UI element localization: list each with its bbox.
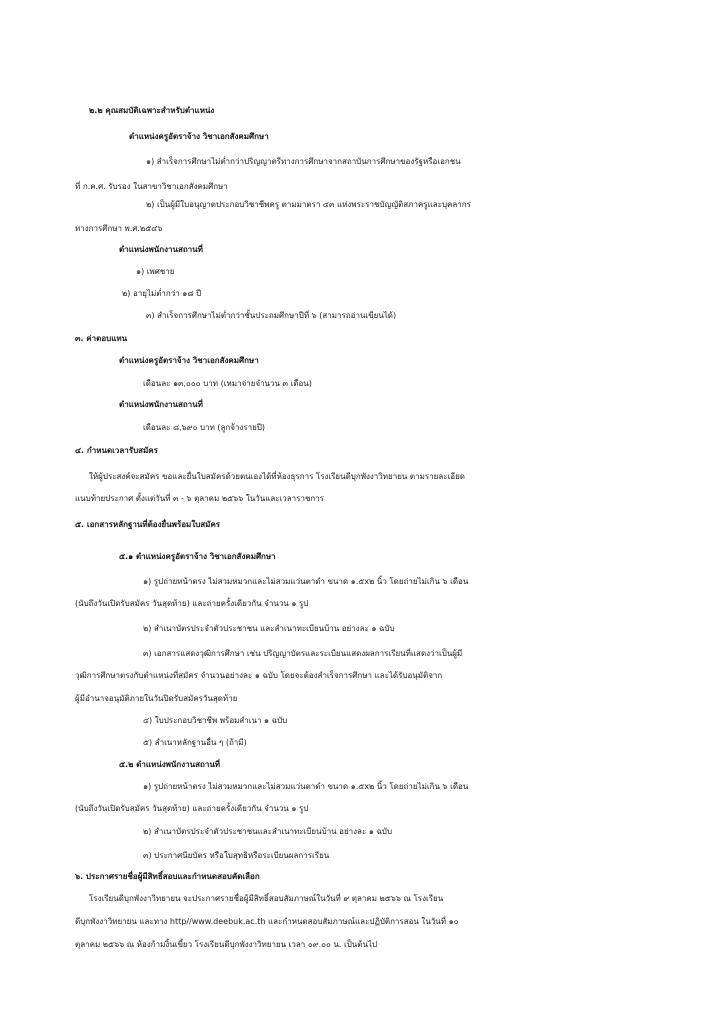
staff-pay-title: ตำแหน่งพนักงานสถานที่	[119, 400, 203, 409]
section-2-2-heading: ๒.๒ คุณสมบัติเฉพาะสำหรับตำแหน่ง	[89, 106, 215, 115]
teacher-qualification-item-cont: ที่ ก.ค.ศ. รับรอง ในสาขาวิชาเอกสังคมศึกษา	[75, 182, 228, 191]
document-item: ๒) สำเนาบัตรประจำตัวประชาชนและสำเนาทะเบียนบ้าน อย่างละ ๑ ฉบับ	[143, 827, 393, 836]
document-item: ๓) ประกาศนียบัตร หรือใบสุทธิหรือระเบียนผลการเรียน	[143, 851, 330, 860]
application-period-text-cont: แนบท้ายประกาศ ตั้งแต่วันที่ ๓ - ๖ ตุลาคม ๒๕๖๖ ในวันและเวลาราชการ	[75, 494, 325, 503]
teacher-qualification-item-cont: ทางการศึกษา พ.ศ.๒๕๔๖	[75, 224, 163, 233]
teacher-pay: เดือนละ ๑๓,๐๐๐ บาท (เหมาจ่ายจำนวน ๓ เดือน)	[143, 379, 312, 388]
section-6-heading: ๖. ประกาศรายชื่อผู้มีสิทธิ์สอบและกำหนดสอบคัดเลือก	[75, 872, 260, 881]
document-item-cont: วุฒิการศึกษาตรงกับตำแหน่งที่สมัคร จำนวนอย่างละ ๑ ฉบับ โดยจะต้องสำเร็จการศึกษา และได้รับอนุมัติจาก	[75, 671, 443, 680]
document-item-cont: (นับถึงวันเปิดรับสมัคร วันสุดท้าย) และถ่ายครั้งเดียวกัน จำนวน ๑ รูป	[75, 804, 309, 813]
staff-qualification-item: ๑) เพศชาย	[136, 267, 175, 276]
section-5-heading: ๕. เอกสารหลักฐานที่ต้องยื่นพร้อมใบสมัคร	[75, 520, 221, 529]
document-item: ๕) สำเนาหลักฐานอื่น ๆ (ถ้ามี)	[143, 738, 247, 747]
teacher-qualification-title: ตำแหน่งครูอัตราจ้าง วิชาเอกสังคมศึกษา	[129, 132, 269, 141]
section-4-heading: ๔. กำหนดเวลารับสมัคร	[75, 446, 158, 455]
document-item: ๓) เอกสารแสดงวุฒิการศึกษา เช่น ปริญญาบัตรและระเบียนแสดงผลการเรียนที่แสดงว่าเป็นผู้มี	[143, 649, 463, 658]
section-5-1-title: ๕.๑ ตำแหน่งครูอัตราจ้าง วิชาเอกสังคมศึกษา	[119, 552, 276, 561]
teacher-pay-title: ตำแหน่งครูอัตราจ้าง วิชาเอกสังคมศึกษา	[119, 356, 259, 365]
staff-qualification-item: ๓) สำเร็จการศึกษาไม่ต่ำกว่าชั้นประถมศึกษาปีที่ ๖ (สามารถอ่านเขียนได้)	[146, 311, 397, 320]
teacher-qualification-item: ๒) เป็นผู้มีใบอนุญาตประกอบวิชาชีพครู ตามมาตรา ๔๓ แห่งพระราชบัญญัติสภาครูและบุคลากร	[146, 200, 471, 209]
teacher-qualification-item: ๑) สำเร็จการศึกษาไม่ต่ำกว่าปริญญาตรีทางการศึกษาจากสถาบันการศึกษาของรัฐหรือเอกชน	[146, 157, 461, 166]
announcement-text: โรงเรียนดีบุกพังงาวิทยายน จะประกาศรายชื่อผู้มีสิทธิ์สอบสัมภาษณ์ในวันที่ ๙ ตุลาคม ๒๕๖๖ ณ โรงเรียน	[89, 894, 444, 903]
announcement-text-cont: ดีบุกพังงาวิทยายน และทาง http//www.deebuk.ac.th และกำหนดสอบสัมภาษณ์และปฏิบัติการสอน ในวันที่ ๑๐	[75, 917, 459, 926]
staff-pay: เดือนละ ๘,๖๙๐ บาท (ลูกจ้างรายปี)	[143, 423, 266, 432]
section-5-2-title: ๕.๒ ตำแหน่งพนักงานสถานที่	[119, 760, 221, 769]
staff-qualification-item: ๒) อายุไม่ต่ำกว่า ๑๘ ปี	[122, 289, 202, 298]
staff-qualification-title: ตำแหน่งพนักงานสถานที่	[119, 245, 203, 254]
document-item: ๑) รูปถ่ายหน้าตรง ไม่สวมหมวกและไม่สวมแว่นตาดำ ขนาด ๑.๕x๒ นิ้ว โดยถ่ายไม่เกิน ๖ เดือน	[143, 782, 469, 791]
document-item-cont: ผู้มีอำนาจอนุมัติภายในวันปิดรับสมัครวันสุดท้าย	[75, 694, 238, 703]
application-period-text: ให้ผู้ประสงค์จะสมัคร ขอและยื่นใบสมัครด้วยตนเองได้ที่ห้องธุรการ โรงเรียนดีบุกพังงาวิทยายน ตามรายละเอียด	[89, 472, 465, 481]
announcement-text-cont: ตุลาคม ๒๕๖๖ ณ ห้องก้ามงิ้นเขี้ยว โรงเรียนดีบุกพังงาวิทยายน เวลา ๐๙.๐๐ น. เป็นต้นไป	[75, 940, 378, 949]
document-item: ๑) รูปถ่ายหน้าตรง ไม่สวมหมวกและไม่สวมแว่นตาดำ ขนาด ๑.๕x๒ นิ้ว โดยถ่ายไม่เกิน ๖ เดือน	[143, 577, 469, 586]
section-3-heading: ๓. ค่าตอบแทน	[75, 334, 128, 343]
document-item: ๔) ใบประกอบวิชาชีพ พร้อมสำเนา ๑ ฉบับ	[143, 716, 288, 725]
document-item-cont: (นับถึงวันเปิดรับสมัคร วันสุดท้าย) และถ่ายครั้งเดียวกัน จำนวน ๑ รูป	[75, 599, 309, 608]
document-item: ๒) สำเนาบัตรประจำตัวประชาชน และสำเนาทะเบียนบ้าน อย่างละ ๑ ฉบับ	[143, 624, 395, 633]
